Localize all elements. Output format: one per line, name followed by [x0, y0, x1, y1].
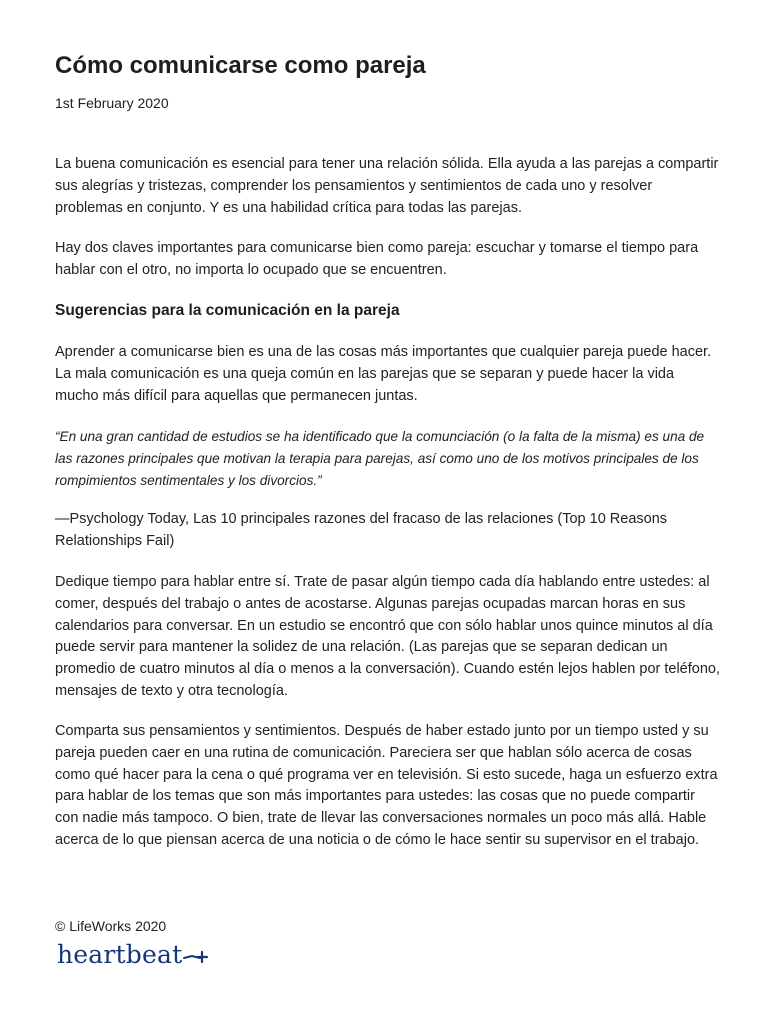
publish-date: 1st February 2020: [55, 95, 169, 111]
copyright-notice: © LifeWorks 2020: [55, 918, 167, 934]
tip-paragraph-2: Comparta sus pensamientos y sentimientos. Después de haber estado junto por un tiempo usted y su pareja pueden caer en una rutina de comunicación. Pareciera ser que hablan sólo acerca de cosas como qué hacer para la cena o qué programa ver en televisión. Si esto sucede, haga un esfuerzo extra para hablar de los temas que son más importantes para ustedes: las cosas que no puede compartir con nadie más tampoco. O bien, trate de llevar las conversaciones normales un poco más allá. Hable acerca de lo que piensan acerca de una noticia o de cómo le hace sentir su supervisor en el trabajo.: [55, 723, 718, 848]
quote: “En una gran cantidad de estudios se ha identificado que la comunciación (o la falta de la misma) es una de las razones principales que motivan la terapia para parejas, así como uno de los motivos principales de los rompimientos sentimentales y los divorcios.”: [55, 429, 705, 488]
tip-paragraph-1: Dedique tiempo para hablar entre sí. Trate de pasar algún tiempo cada día hablando entre ustedes: al comer, después del trabajo o antes de acostarse. Algunas parejas ocupadas marcan horas en sus calendarios para conversar. En un estudio se encontró que con sólo hablar unos quince minutos al día puede servir para mantener la solidez de una relación. (Las parejas que se separan dedican un promedio de cuatro minutos al día o menos a la conversación). Cuando estén lejos hablen por teléfono, mensajes de texto y otra tecnología.: [55, 574, 720, 699]
quote-source: —Psychology Today, Las 10 principales razones del fracaso de las relaciones (Top 10 Reasons Relationships Fail): [55, 511, 668, 549]
logo-text: heartbeat: [57, 940, 183, 969]
intro-paragraph-1: La buena comunicación es esencial para tener una relación sólida. Ella ayuda a las parejas a compartir sus alegrías y tristezas, comprender los pensamientos y sentimientos de cada uno y resolver problemas en conjunto. Y es una habilidad crítica para todas las parejas.: [55, 156, 719, 216]
section-heading: Sugerencias para la comunicación en la pareja: [55, 302, 400, 319]
page-title: Cómo comunicarse como pareja: [55, 52, 426, 79]
heartbeat-logo: [57, 940, 209, 969]
intro-paragraph-2: Hay dos claves importantes para comunicarse bien como pareja: escuchar y tomarse el tiempo para hablar con el otro, no importa lo ocupado que se encuentren.: [55, 240, 699, 278]
plus-arrow-icon: [183, 949, 209, 963]
section-paragraph: Aprender a comunicarse bien es una de las cosas más importantes que cualquier pareja puede hacer. La mala comunicación es una queja común en las parejas que se separan y puede hacer la vida mucho más difícil para aquellas que permanecen juntas.: [55, 344, 712, 404]
